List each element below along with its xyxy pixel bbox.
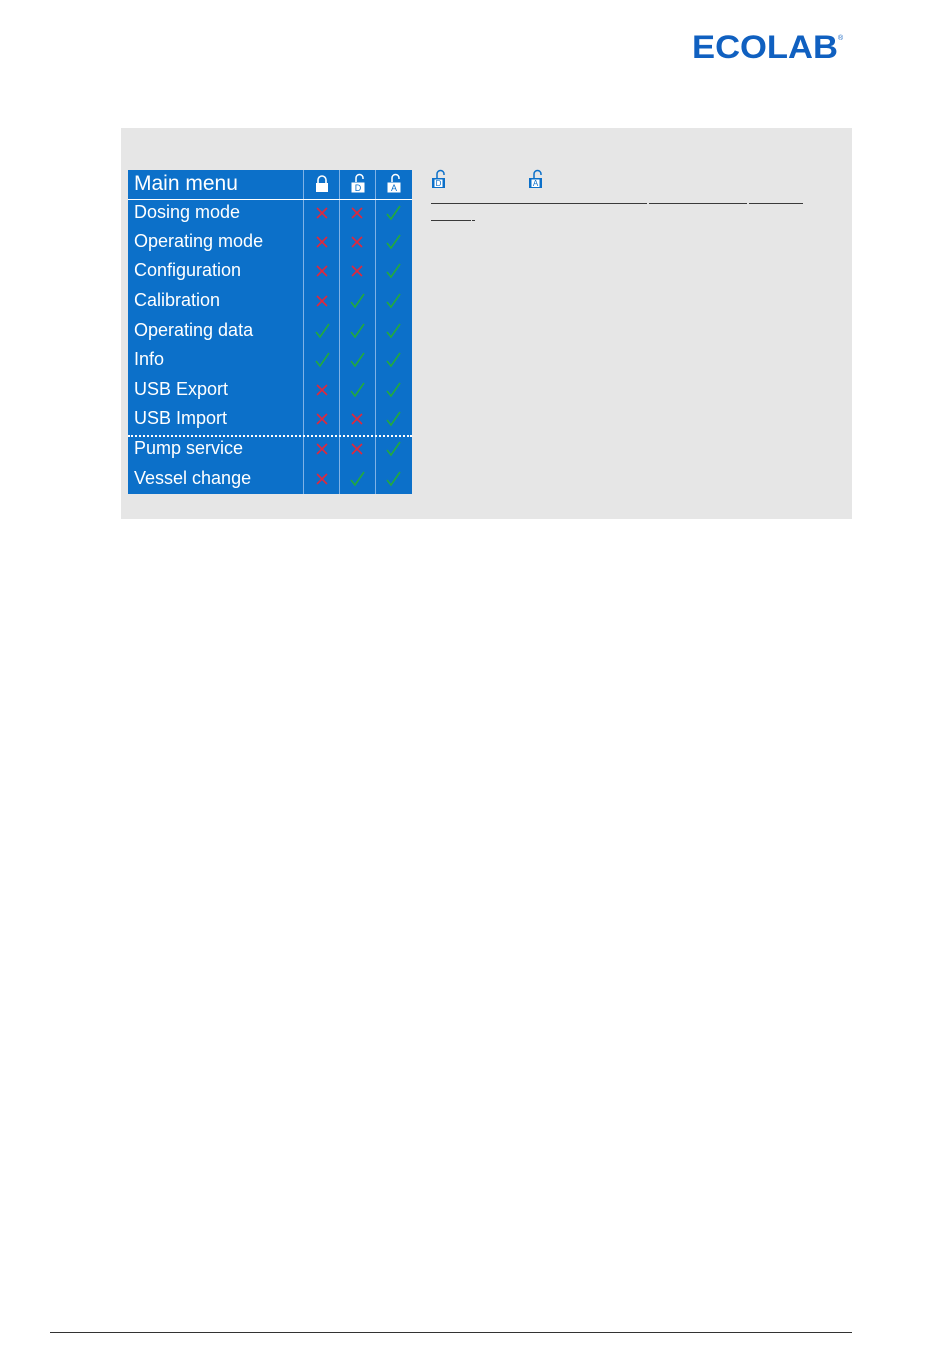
check-icon bbox=[349, 382, 365, 398]
svg-text:D: D bbox=[435, 179, 442, 188]
redacted-line bbox=[749, 203, 803, 204]
cross-icon bbox=[349, 441, 365, 457]
cross-icon bbox=[314, 234, 330, 250]
check-icon bbox=[349, 323, 365, 339]
menu-item-label: USB Export bbox=[134, 379, 229, 399]
check-icon bbox=[385, 411, 401, 427]
svg-text:D: D bbox=[354, 183, 362, 193]
cross-icon bbox=[314, 263, 330, 279]
check-icon bbox=[349, 293, 365, 309]
lock-open-d-icon bbox=[431, 169, 446, 189]
menu-title: Main menu bbox=[134, 172, 238, 195]
cross-icon bbox=[314, 205, 330, 221]
check-icon bbox=[385, 234, 401, 250]
menu-item-label: USB Import bbox=[134, 408, 228, 428]
menu-item-label: Pump service bbox=[134, 438, 244, 458]
ecolab-logo bbox=[692, 30, 844, 64]
check-icon bbox=[385, 263, 401, 279]
cross-icon bbox=[349, 263, 365, 279]
check-icon bbox=[314, 323, 330, 339]
svg-text:A: A bbox=[532, 179, 539, 188]
lock-open-a-icon bbox=[528, 169, 543, 189]
redacted-line bbox=[431, 203, 647, 204]
check-icon bbox=[385, 293, 401, 309]
check-icon bbox=[385, 382, 401, 398]
check-icon bbox=[385, 471, 401, 487]
cross-icon bbox=[314, 382, 330, 398]
cross-icon bbox=[349, 205, 365, 221]
check-icon bbox=[314, 352, 330, 368]
check-icon bbox=[385, 205, 401, 221]
menu-item-label: Configuration bbox=[134, 260, 242, 280]
menu-item-label: Calibration bbox=[134, 290, 221, 310]
check-icon bbox=[385, 441, 401, 457]
main-menu-table bbox=[128, 170, 412, 494]
svg-text:ECOLAB: ECOLAB bbox=[692, 30, 838, 64]
menu-item-label: Operating data bbox=[134, 320, 254, 340]
check-icon bbox=[349, 352, 365, 368]
cross-icon bbox=[314, 441, 330, 457]
svg-text:®: ® bbox=[838, 35, 844, 42]
lock-open-d-icon bbox=[350, 173, 366, 193]
menu-item-label: Operating mode bbox=[134, 231, 264, 251]
menu-item-label: Dosing mode bbox=[134, 202, 241, 222]
cross-icon bbox=[314, 411, 330, 427]
lock-closed-icon bbox=[314, 175, 330, 193]
redacted-line bbox=[472, 220, 475, 221]
redacted-line bbox=[649, 203, 747, 204]
cross-icon bbox=[314, 293, 330, 309]
check-icon bbox=[349, 471, 365, 487]
lock-open-a-icon bbox=[386, 173, 402, 193]
menu-item-label: Info bbox=[134, 349, 165, 369]
footer-rule bbox=[50, 1332, 852, 1333]
redacted-line bbox=[431, 220, 471, 221]
svg-text:A: A bbox=[390, 183, 398, 193]
menu-item-label: Vessel change bbox=[134, 468, 252, 488]
cross-icon bbox=[349, 234, 365, 250]
check-icon bbox=[385, 352, 401, 368]
cross-icon bbox=[349, 411, 365, 427]
check-icon bbox=[385, 323, 401, 339]
cross-icon bbox=[314, 471, 330, 487]
